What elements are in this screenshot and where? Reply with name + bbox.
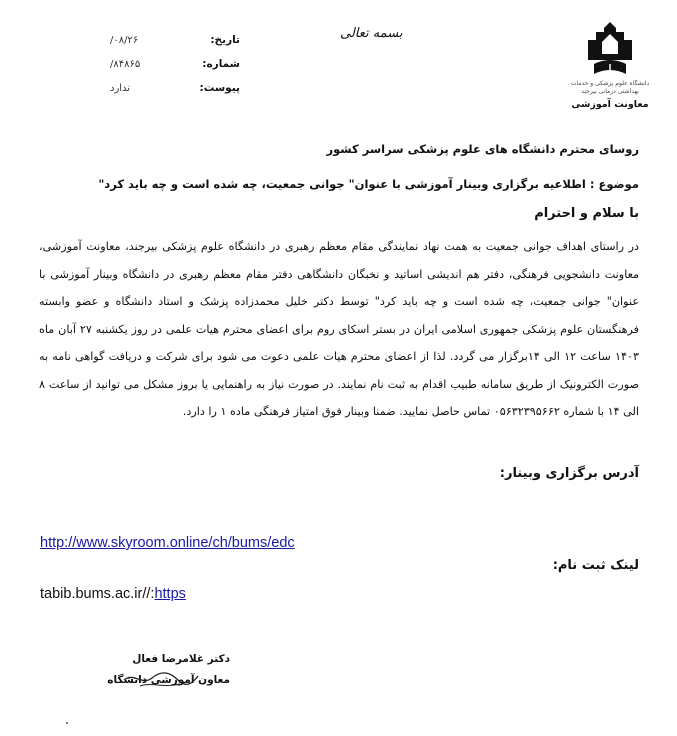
webinar-address-label: آدرس برگزاری وبینار:: [499, 466, 639, 481]
date-row: [110, 28, 240, 52]
registration-link[interactable]: [40, 586, 186, 602]
registration-label: لینک ثبت نام:: [552, 558, 639, 573]
attachment-row: [110, 76, 240, 100]
salutation: با سلام و احترام: [534, 206, 639, 221]
attachment-label: پیوست:: [199, 82, 240, 94]
subject: موضوع : اطلاعیه برگزاری وبینار آموزشی با عنوان" جوانی جمعیت، چه شده است و چه باید کرد": [98, 177, 639, 191]
date-label: تاریخ:: [210, 34, 240, 46]
number-label: شماره:: [202, 58, 240, 70]
registration-scheme[interactable]: https: [154, 586, 186, 602]
registration-host[interactable]: tabib.bums.ac.ir: [40, 586, 143, 602]
number-row: [110, 52, 240, 76]
signer-title: معاون آموزشی دانشگاه: [107, 674, 230, 686]
page-mark: [66, 722, 68, 724]
university-logo: [560, 20, 660, 110]
date-value: ۰۸/۲۶/: [110, 34, 139, 46]
letter-meta: [110, 28, 240, 100]
letter-body: در راستای اهداف جوانی جمعیت به همت نهاد نمایندگی مقام معظم رهبری در دانشگاه علوم پزشکی بیرجند، معاونت آموزشی، معاونت دانشجویی فرهنگی، دفتر هم اندیشی اساتید و نخبگان دانشگاهی دفتر مقام معظم رهبری در دانشگاه وبینار آموزشی با عنوان" جوانی جمعیت، چه شده است و چه باید کرد" توسط دکتر خلیل محمدزاده پزشک و استاد دانشگاه و عضو وابسته فرهنگستان علوم پزشکی جمهوری اسلامی ایران در بستر اسکای روم برای اعضای محترم هیات علمی در روز یکشنبه ۲۷ آبان ماه ۱۴۰۳ ساعت ۱۲ الی ۱۴برگزار می گردد. لذا از اعضای محترم هیات علمی دعوت می شود برای شرکت و دریافت گواهی نامه به صورت الکترونیک از طریق سامانه طبیب اقدام به ثبت نام نمایند. در صورت نیاز به راهنمایی یا بروز مشکل می توانید از ساعت ۸ الی ۱۴ با شماره ۰۵۶۳۲۳۹۵۶۶۲ تماس حاصل نمایید. ضمنا وبینار فوق امتیاز فرهنگی ماده ۱ را دارد.: [39, 240, 639, 418]
basmala: بسمه تعالی: [340, 26, 403, 41]
attachment-value: ندارد: [110, 82, 131, 94]
number-value: ۸۴۸۶۵/: [110, 58, 141, 70]
university-emblem-icon: [582, 20, 638, 78]
registration-separator[interactable]: //:: [142, 586, 155, 602]
signer-name: دکتر غلامرضا فعال: [132, 653, 230, 665]
logo-caption: دانشگاه علوم پزشکی و خدمات بهداشتی درمانی بیرجند: [570, 80, 650, 95]
recipient: روسای محترم دانشگاه های علوم پزشکی سراسر کشور: [326, 142, 639, 156]
webinar-link[interactable]: http://www.skyroom.online/ch/bums/edc: [40, 535, 295, 551]
department-name: معاونت آموزشی: [571, 99, 649, 110]
signature-icon: [120, 668, 200, 690]
